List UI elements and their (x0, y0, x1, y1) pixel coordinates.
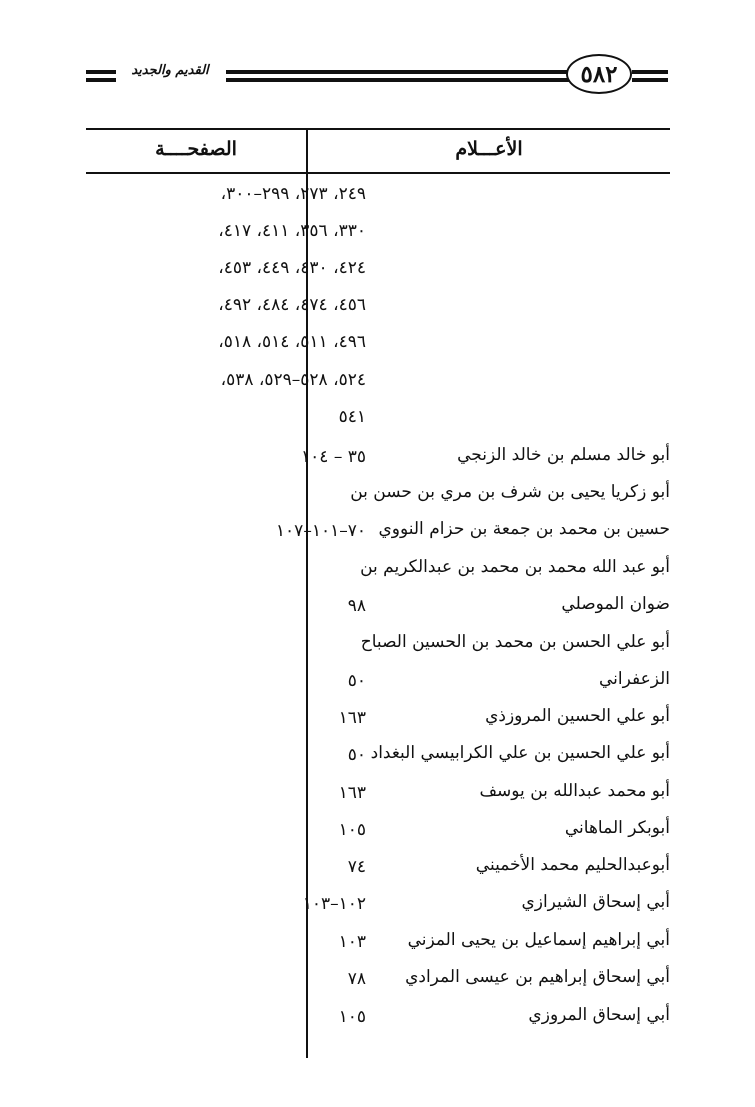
index-row (86, 630, 670, 667)
page-references: ٧٠–١٠١–١٠٧ (275, 521, 366, 541)
index-row (86, 217, 670, 254)
index-row (86, 254, 670, 291)
index-row (86, 366, 670, 403)
person-name: أبي إسحاق الشيرازي (521, 892, 670, 912)
page-references: ٧٤ (347, 857, 366, 877)
index-row (86, 555, 670, 592)
index-row (86, 816, 670, 853)
person-name: أبوعبدالحليم محمد الأخميني (475, 855, 670, 875)
column-header-pages: الصفحــــة (155, 138, 237, 160)
page-references: ٥٠ (347, 745, 366, 765)
index-row (86, 704, 670, 741)
person-name: أبو علي الحسن بن محمد بن الحسين الصباح (360, 632, 670, 652)
page-references: ٩٨ (347, 596, 366, 616)
page-references: ١٠٥ (338, 1007, 366, 1027)
index-row (86, 667, 670, 704)
person-name: حسين بن محمد بن جمعة بن حزام النووي (378, 519, 670, 539)
index-row (86, 328, 670, 365)
page-references: ٧٨ (347, 969, 366, 989)
page-references: ٥٤١ (338, 407, 366, 427)
page-number: ٥٨٢ (580, 60, 618, 88)
person-name: أبي إسحاق إبراهيم بن عيسى المرادي (405, 967, 670, 987)
person-name: أبي إسحاق المروزي (528, 1005, 670, 1025)
person-name: أبو محمد عبدالله بن يوسف (479, 781, 670, 801)
person-name: أبوبكر الماهاني (564, 818, 670, 838)
page-references: ٣٣٠، ٣٥٦، ٤١١، ٤١٧، (218, 221, 366, 241)
page-references: ٥٠ (347, 671, 366, 691)
index-row (86, 480, 670, 517)
person-name: أبو علي الحسين بن علي الكرابيسي البغداد (370, 743, 670, 763)
person-name: ضوان الموصلي (561, 594, 670, 614)
page-references: ٥٢٤، ٥٢٨–٥٢٩، ٥٣٨، (220, 370, 366, 390)
index-row (86, 741, 670, 778)
person-name: أبو زكريا يحيى بن شرف بن مري بن حسن بن (350, 482, 670, 502)
person-name: أبو عبد الله محمد بن محمد بن عبدالكريم بن (360, 557, 670, 577)
person-name: الزعفراني (598, 669, 670, 689)
index-row (86, 403, 670, 440)
page-references: ١٠٣ (338, 932, 366, 952)
index-row (86, 592, 670, 629)
page-references: ١٠٥ (338, 820, 366, 840)
person-name: أبو علي الحسين المروزذي (485, 706, 670, 726)
column-header-names: الأعـــلام (455, 138, 523, 160)
person-name: أبي إبراهيم إسماعيل بن يحيى المزني (407, 930, 670, 950)
running-title: القديم والجديد (131, 63, 209, 78)
index-row (86, 443, 670, 480)
page-references: ٤٢٤، ٤٣٠، ٤٤٩، ٤٥٣، (218, 258, 366, 278)
index-row (86, 517, 670, 554)
page-references: ٣٥ – ١٠٤ (301, 447, 366, 467)
index-row (86, 965, 670, 1002)
person-name: أبو خالد مسلم بن خالد الزنجي (457, 445, 670, 465)
index-row (86, 890, 670, 927)
index-row (86, 779, 670, 816)
index-row (86, 180, 670, 217)
index-row (86, 1003, 670, 1040)
index-row (86, 928, 670, 965)
index-row (86, 291, 670, 328)
page-references: ١٠٢–١٠٣ (302, 894, 366, 914)
page-references: ٢٤٩، ٢٧٣، ٢٩٩–٣٠٠، (220, 184, 366, 204)
page-references: ٤٩٦، ٥١١، ٥١٤، ٥١٨، (218, 332, 366, 352)
page-references: ٤٥٦، ٤٧٤، ٤٨٤، ٤٩٢، (218, 295, 366, 315)
page-references: ١٦٣ (338, 783, 366, 803)
index-row (86, 853, 670, 890)
page-references: ١٦٣ (338, 708, 366, 728)
